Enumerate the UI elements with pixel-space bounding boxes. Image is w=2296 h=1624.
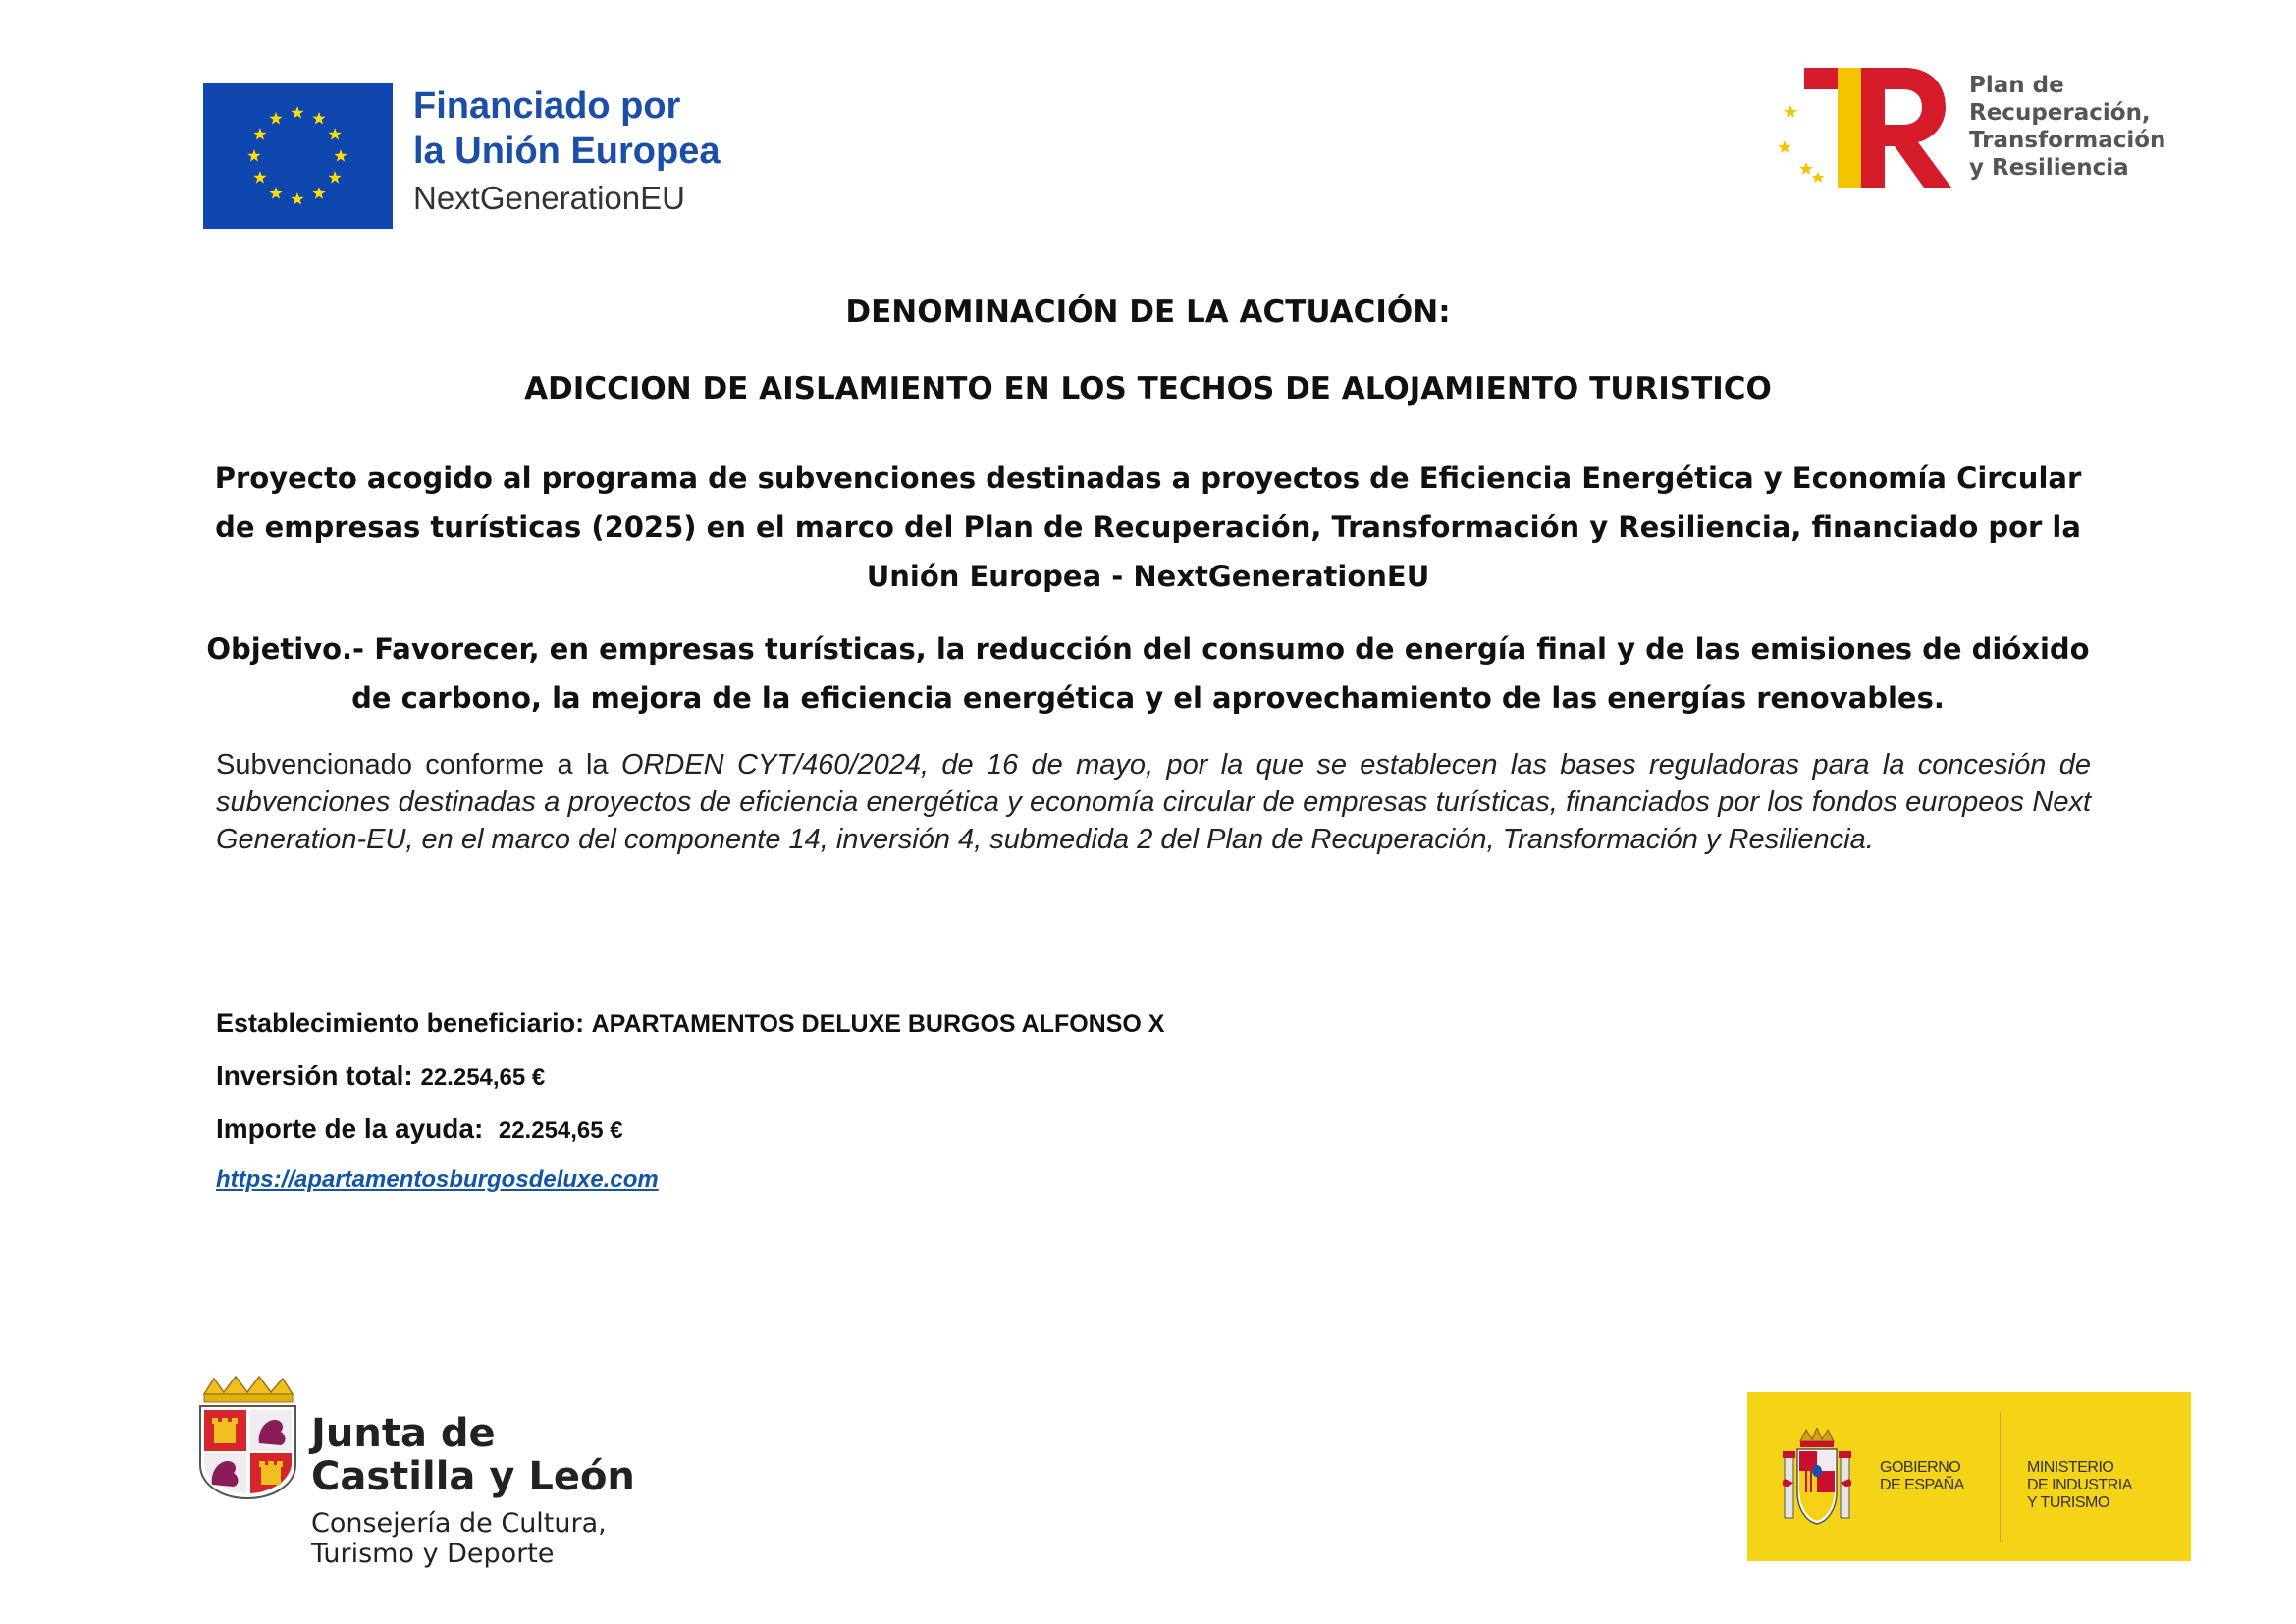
- castilla-leon-crest-icon: [196, 1375, 299, 1502]
- junta-logo-text: [311, 1412, 635, 1569]
- prtr-line1: Plan de: [1969, 73, 2064, 98]
- action-label: DENOMINACIÓN DE LA ACTUACIÓN:: [845, 295, 1451, 330]
- gobierno-text: [1880, 1459, 1964, 1494]
- beneficiary-field: [216, 1008, 1164, 1039]
- beneficiary-value: APARTAMENTOS DELUXE BURGOS ALFONSO X: [591, 1010, 1165, 1038]
- investment-label: Inversión total:: [216, 1060, 413, 1091]
- investment-field: [216, 1060, 545, 1092]
- gobierno-line1: GOBIERNO: [1880, 1459, 1961, 1476]
- beneficiary-label: Establecimiento beneficiario:: [216, 1008, 585, 1038]
- junta-line3: Consejería de Cultura,: [311, 1508, 607, 1539]
- gobierno-line2: DE ESPAÑA: [1880, 1477, 1964, 1493]
- aid-field: [216, 1113, 623, 1145]
- legal-prefix: Subvencionado conforme a la: [216, 749, 621, 781]
- eu-star-icon: [247, 149, 260, 162]
- eu-star-icon: [253, 171, 266, 184]
- eu-flag-icon: [203, 83, 393, 229]
- logo-divider: [2000, 1412, 2001, 1542]
- eu-logo-line2: la Unión Europea: [413, 131, 721, 172]
- junta-line1: Junta de: [311, 1411, 496, 1456]
- spain-coat-of-arms-icon: [1783, 1428, 1851, 1531]
- ministerio-line2: DE INDUSTRIA: [2027, 1477, 2132, 1493]
- eu-star-icon: [312, 112, 325, 125]
- eu-funding-logo: [203, 83, 743, 231]
- prtr-logo-text: [1969, 72, 2165, 182]
- prtr-logo: [1777, 64, 2199, 191]
- eu-star-icon: [312, 187, 325, 199]
- eu-logo-text: [413, 83, 720, 223]
- ministerio-line1: MINISTERIO: [2027, 1459, 2114, 1476]
- junta-logo: [196, 1375, 687, 1571]
- program-description: Proyecto acogido al programa de subvenciones destinadas a proyectos de Eficiencia Energética y Economía Circular de empresas turísticas (2025) en el marco del Plan de Recuperación, Transformación y Resiliencia, financiado por la Unión Europea - NextGenerationEU: [214, 461, 2082, 593]
- prtr-line3: Transformación: [1969, 128, 2166, 153]
- action-title: ADICCION DE AISLAMIENTO EN LOS TECHOS DE ALOJAMIENTO TURISTICO: [524, 371, 1772, 406]
- aid-value: 22.254,65 €: [498, 1117, 623, 1144]
- eu-star-icon: [334, 149, 347, 162]
- eu-star-icon: [328, 128, 341, 140]
- eu-star-icon: [291, 192, 303, 205]
- eu-star-icon: [269, 112, 282, 125]
- eu-star-icon: [269, 187, 282, 199]
- legal-order-reference: ORDEN CYT/460/2024, de 16 de mayo, por la que se establecen las bases reguladoras para la concesión de subvenciones destinadas a proyectos de eficiencia energética y economía circular de empresas turísticas, financiados por los fondos europeos Next Generation-EU, en el marco del componente 14, inversión 4, submedida 2 del Plan de Recuperación, Transformación y Resiliencia.: [216, 749, 2091, 855]
- eu-star-icon: [291, 106, 303, 119]
- prtr-line4: y Resiliencia: [1969, 155, 2129, 181]
- ministerio-text: [2027, 1459, 2132, 1512]
- aid-label: Importe de la ayuda:: [216, 1113, 484, 1144]
- ministerio-line3: Y TURISMO: [2027, 1494, 2109, 1511]
- eu-star-icon: [328, 171, 341, 184]
- eu-logo-line1: Financiado por: [413, 85, 681, 127]
- investment-value: 22.254,65 €: [420, 1064, 546, 1091]
- legal-basis: [216, 746, 2091, 858]
- junta-line2: Castilla y León: [311, 1454, 635, 1499]
- eu-star-icon: [253, 128, 266, 140]
- objective-description: Objetivo.- Favorecer, en empresas turísticas, la reducción del consumo de energía final y de las emisiones de dióxido de carbono, la mejora de la eficiencia energética y el aprovechamiento de las energías renovables.: [206, 632, 2090, 715]
- prtr-tr-icon: [1777, 64, 1963, 191]
- website-link[interactable]: https://apartamentosburgosdeluxe.com: [216, 1166, 659, 1193]
- prtr-line2: Recuperación,: [1969, 100, 2151, 126]
- eu-logo-line3: NextGenerationEU: [413, 180, 685, 216]
- gobierno-ministerio-logo: [1747, 1392, 2191, 1561]
- junta-line4: Turismo y Deporte: [311, 1539, 555, 1569]
